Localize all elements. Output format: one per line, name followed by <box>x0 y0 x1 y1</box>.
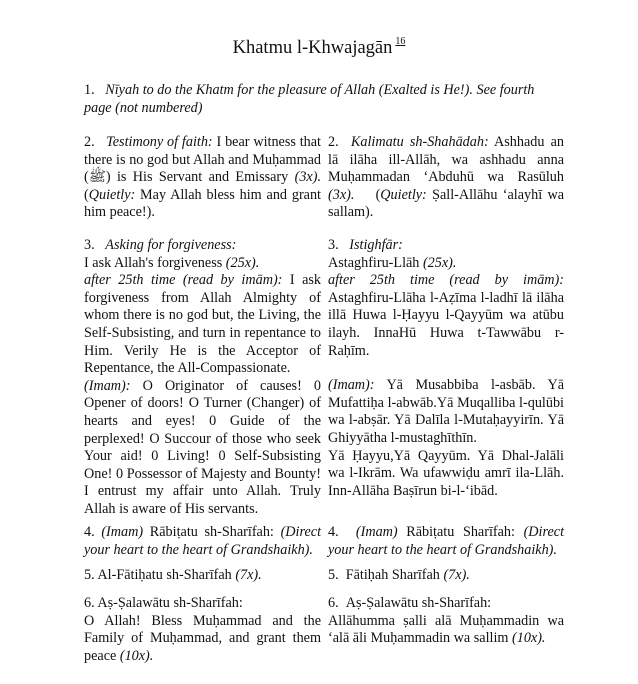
item-5-transliteration <box>328 567 564 585</box>
item-5-en-text: Al-Fātiḥatu sh-Sharīfah <box>97 567 232 583</box>
item-3-en-imam-text: O Originator of causes! 0 Opener of doors! O Turner (Changer) of hearts and eyes! 0 Guide of the perplexed! O Succour of those who seek Your aid! 0 Living! 0 Self-Subsisting One! 0 Possessor of Majesty and Bounty! I entrust my affair unto Allah. Truly Allah is aware of His servants. <box>84 377 322 517</box>
item-3-tr-after-label: after 25th time (read by imām): <box>328 272 564 289</box>
item-6-en-body: O Allah! Bless Muḥammad and the Family of Muḥammad, and grant them peace <box>84 612 321 664</box>
item-2-tr-body: Ashhadu an lā ilāha ill-Allāh, wa ashhadu anna Muḥammadan ‘Abduhū wa Rasūluh <box>328 134 564 186</box>
item-5-english <box>84 567 321 585</box>
item-3-en-count: (25x). <box>225 254 260 271</box>
item-3-en-line1: I ask Allah's forgiveness <box>84 254 223 271</box>
item-3-tr-imam-text: Yā Musabbiba l-asbāb. Yā Mufattiḥa l-abwāb.Yā Muqalliba l-qulūbi wa l-abṣār. Yā Dalīla l-Mutaḥayyirīn. Yā Ghiyyātha l-mustaghīthīn. <box>328 377 564 446</box>
item-3-tr-line1: Astaghfiru-Llāh <box>328 254 420 271</box>
item-2-transliteration <box>328 134 564 222</box>
item-3-en-after-text: I ask forgiveness from Allah Almighty of whom there is no god but, the Living, the Self-Subsisting, and turn in repentance to Him. Verily He is the Acceptor of Repentance, the All-Compassionate. <box>84 272 322 377</box>
item-4-tr-direction: (Direct your heart to the heart of Grandshaikh). <box>328 524 565 558</box>
item-2-en-quiet-label: Quietly: <box>88 186 136 203</box>
item-4-en-imam-label: (Imam) <box>101 524 144 540</box>
item-2-tr-quiet-text: Ṣall-Allāhu ‘alayhī wa sallam). <box>328 186 565 221</box>
item-6-english <box>84 595 321 665</box>
item-5-tr-number: 5. <box>328 567 339 583</box>
item-3-en-after-label: after 25th time (read by imām): <box>84 272 283 289</box>
item-1-number: 1. <box>84 82 95 98</box>
item-4-tr-heading: Rābiṭatu Sharīfah: <box>406 524 515 540</box>
item-1 <box>84 82 564 117</box>
item-4-en-direction: (Direct your heart to the heart of Grandshaikh). <box>84 524 322 558</box>
item-3-en-number: 3. <box>84 237 95 253</box>
item-3-en-imam-label: (Imam): <box>84 377 131 394</box>
item-5-tr-text: Fātiḥah Sharīfah <box>345 567 440 583</box>
item-6-tr-heading: Aṣ-Ṣalawātu sh-Sharīfah: <box>345 595 492 611</box>
item-6-en-number: 6. <box>84 595 95 611</box>
item-4-tr-imam-label: (Imam) <box>355 524 398 540</box>
item-6-tr-body: Allāhumma ṣalli alā Muḥammadin wa ‘alā āli Muḥammadin wa sallim <box>328 612 564 647</box>
item-4-en-heading: Rābiṭatu sh-Sharīfah: <box>149 524 274 540</box>
page-title <box>0 31 638 59</box>
item-2-en-heading: Testimony of faith: <box>106 134 213 150</box>
item-4-transliteration <box>328 524 564 559</box>
item-2-en-quiet-text: May Allah bless him and grant him peace!). <box>84 186 321 221</box>
item-2-tr-count: (3x). <box>328 186 355 203</box>
item-3-tr-number: 3. <box>328 237 339 253</box>
item-3-tr-after-text: Astaghfiru-Llāha l-Aẓīma l-ladhī lā ilāha illā Huwa l-Ḥayyu l-Qayyūm wa atūbu ilayh. InnaHū Huwa t-Tawwābu r-Raḥīm. <box>328 289 564 359</box>
item-3-tr-imam-label: (Imam): <box>328 377 375 394</box>
item-6-en-heading: Aṣ-Ṣalawātu sh-Sharīfah: <box>97 595 243 611</box>
item-6-transliteration <box>328 595 564 648</box>
item-2-tr-open-paren: ( <box>375 186 381 203</box>
item-1-text: Nīyah to do the Khatm for the pleasure of Allah (Exalted is He!). See fourth page (not numbered) <box>84 82 535 116</box>
title-text: Khatmu l-Khwajagān <box>232 38 393 58</box>
item-3-tr-imam-text-2: Yā Ḥayyu,Yā Qayyūm. Yā Dhal-Jalāli wa l-Ikrām. Wa ufawwiḍu amrī ila-Llāh. Inn-Allāha Baṣīrun bi-l-‘ibād. <box>328 447 564 499</box>
item-6-en-count: (10x). <box>119 647 154 664</box>
item-2-en-body: I bear witness that there is no god but Allah and Muḥammad (ﷺ) is His Servant and Emissary <box>84 134 321 186</box>
item-3-tr-count: (25x). <box>422 254 457 271</box>
item-4-tr-number: 4. <box>328 524 339 540</box>
item-3-tr-heading: Istighfār: <box>349 237 403 253</box>
item-6-tr-number: 6. <box>328 595 339 611</box>
item-3-transliteration <box>328 237 564 500</box>
item-5-en-number: 5. <box>84 567 95 583</box>
item-2-en-number: 2. <box>84 134 95 150</box>
item-5-en-count: (7x). <box>235 567 262 583</box>
item-3-en-heading: Asking for forgiveness: <box>105 237 237 253</box>
item-2-en-open-paren: ( <box>84 186 89 203</box>
item-2-tr-heading: Kalimatu sh-Shahādah: <box>350 134 489 150</box>
item-2-tr-number: 2. <box>328 134 339 150</box>
item-6-tr-count: (10x). <box>512 630 546 647</box>
item-2-tr-quiet-label: Quietly: <box>380 186 427 203</box>
item-3-english <box>84 237 321 519</box>
item-4-en-number: 4. <box>84 524 95 540</box>
item-2-english <box>84 134 321 222</box>
item-4-english <box>84 524 321 559</box>
footnote-marker: 16 <box>395 36 406 47</box>
item-5-tr-count: (7x). <box>443 567 470 583</box>
item-2-en-count: (3x). <box>294 169 321 186</box>
